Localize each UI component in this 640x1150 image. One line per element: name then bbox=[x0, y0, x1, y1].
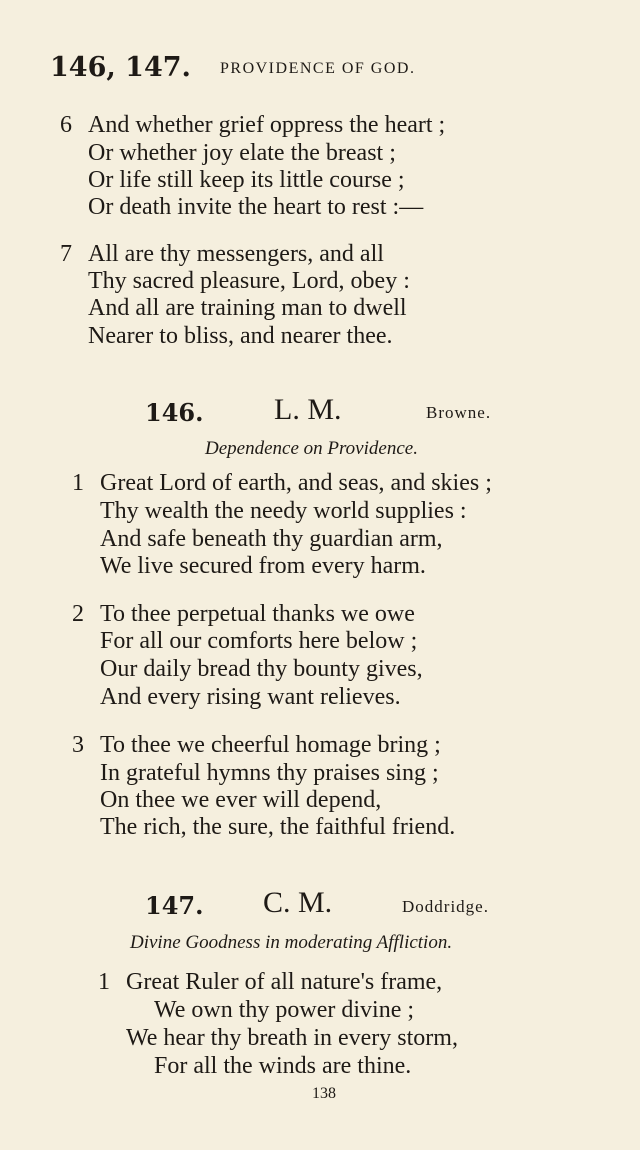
verse-line: To thee we cheerful homage bring ; bbox=[100, 732, 441, 758]
verse-number: 2 bbox=[72, 601, 84, 627]
hymn-subtitle: Divine Goodness in moderating Affliction. bbox=[130, 932, 453, 953]
verse-line: Great Ruler of all nature's frame, bbox=[126, 969, 443, 995]
hymn-author: Browne. bbox=[426, 403, 492, 422]
verse-number: 1 bbox=[98, 969, 110, 995]
verse-number: 3 bbox=[72, 732, 84, 758]
verse-line: Our daily bread thy bounty gives, bbox=[100, 656, 423, 682]
verse-number: 1 bbox=[72, 470, 84, 496]
hymn-author: Doddridge. bbox=[402, 897, 489, 916]
hymn-number: 147. bbox=[145, 891, 204, 920]
verse-line: For all the winds are thine. bbox=[154, 1053, 412, 1079]
verse-line: We own thy power divine ; bbox=[154, 997, 415, 1023]
verse-line: We hear thy breath in every storm, bbox=[126, 1025, 458, 1051]
verse-line: Or death invite the heart to rest :— bbox=[88, 194, 424, 220]
verse-line: For all our comforts here below ; bbox=[100, 628, 418, 654]
verse-line: Nearer to bliss, and nearer thee. bbox=[88, 323, 393, 349]
verse-line: Or life still keep its little course ; bbox=[88, 167, 405, 193]
verse-line: The rich, the sure, the faithful friend. bbox=[100, 814, 456, 840]
verse-line: Great Lord of earth, and seas, and skies ; bbox=[100, 470, 492, 496]
hymn-meter: L. M. bbox=[274, 393, 342, 426]
hymn-subtitle: Dependence on Providence. bbox=[205, 438, 418, 459]
hymn-number: 146. bbox=[145, 398, 204, 427]
verse-line: And every rising want relieves. bbox=[100, 684, 401, 710]
verse-number: 7 bbox=[60, 241, 72, 267]
verse-line: All are thy messengers, and all bbox=[88, 241, 384, 267]
verse-number: 6 bbox=[60, 112, 72, 138]
verse-line: And all are training man to dwell bbox=[88, 295, 407, 321]
verse-line: And whether grief oppress the heart ; bbox=[88, 112, 446, 138]
page-number: 138 bbox=[312, 1085, 336, 1102]
hymn-meter: C. M. bbox=[263, 886, 333, 919]
verse-line: We live secured from every harm. bbox=[100, 553, 426, 579]
header-hymn-numbers: 146, 147. bbox=[50, 52, 191, 83]
verse-line: And safe beneath thy guardian arm, bbox=[100, 526, 443, 552]
verse-line: Thy sacred pleasure, Lord, obey : bbox=[88, 268, 410, 294]
verse-line: Thy wealth the needy world supplies : bbox=[100, 498, 467, 524]
verse-line: In grateful hymns thy praises sing ; bbox=[100, 760, 439, 786]
header-title: PROVIDENCE OF GOD. bbox=[220, 60, 416, 77]
verse-line: To thee perpetual thanks we owe bbox=[100, 601, 415, 627]
verse-line: Or whether joy elate the breast ; bbox=[88, 140, 396, 166]
verse-line: On thee we ever will depend, bbox=[100, 787, 382, 813]
